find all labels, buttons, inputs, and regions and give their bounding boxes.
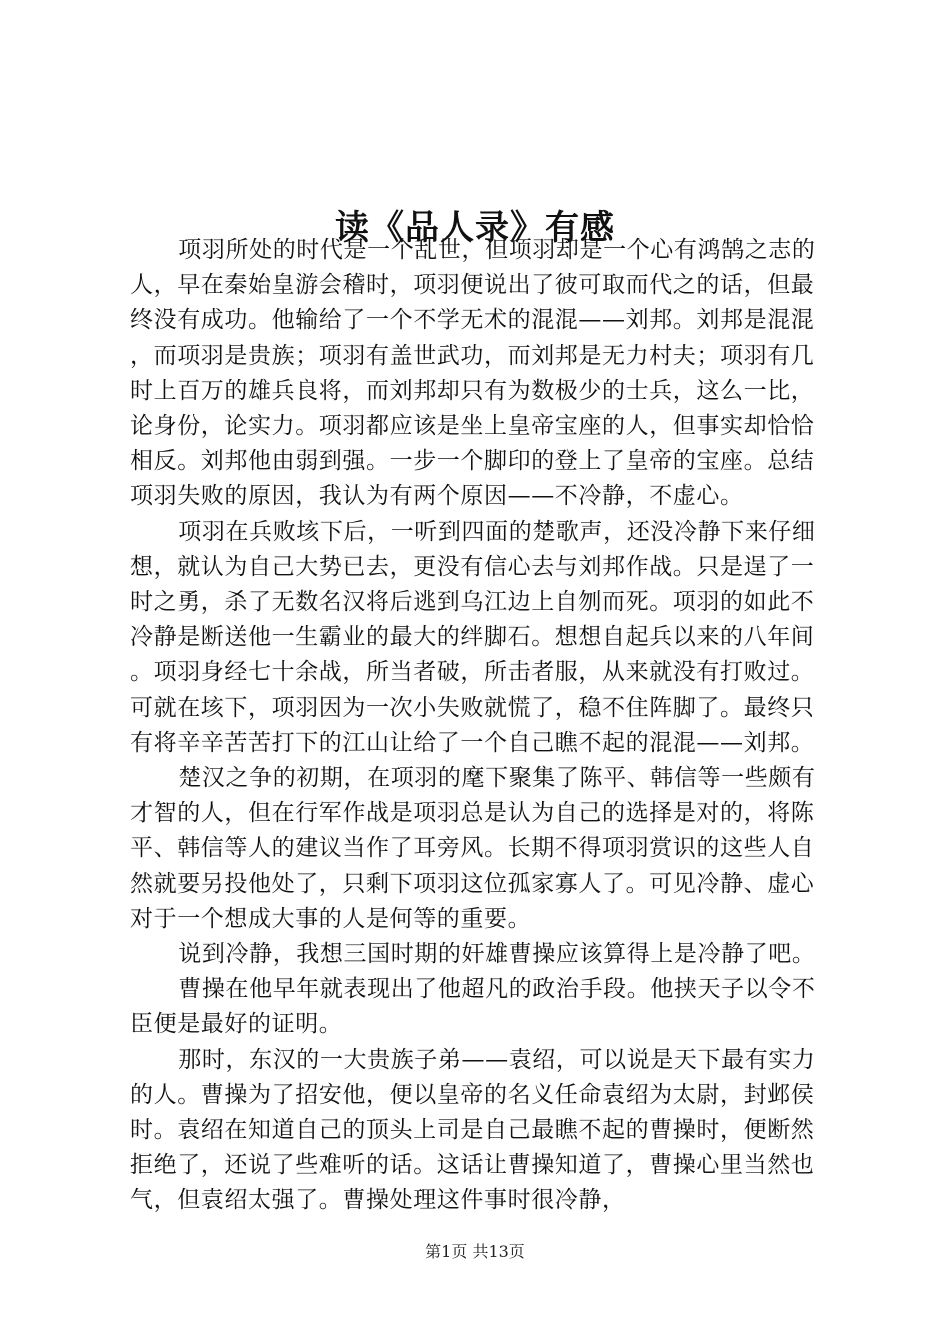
document-body bbox=[130, 233, 832, 1219]
paragraph: 说到冷静，我想三国时期的奸雄曹操应该算得上是冷静了吧。 bbox=[178, 941, 816, 968]
paragraph: 曹操在他早年就表现出了他超凡的政治手段。他挟天子以令不臣便是最好的证明。 bbox=[130, 976, 816, 1038]
page-footer: 第1页 共13页 bbox=[425, 1242, 525, 1261]
paragraph: 楚汉之争的初期，在项羽的麾下聚集了陈平、韩信等一些颇有才智的人，但在行军作战是项羽总是认为自己的选择是对的，将陈平、韩信等人的建议当作了耳旁风。长期不得项羽赏识的这些人自然就要另投他处了，只剩下项羽这位孤家寡人了。可见冷静、虚心对于一个想成大事的人是何等的重要。 bbox=[130, 765, 816, 932]
paragraph: 项羽在兵败垓下后，一听到四面的楚歌声，还没冷静下来仔细想，就认为自己大势已去，更没有信心去与刘邦作战。只是逞了一时之勇，杀了无数名汉将后逃到乌江边上自刎而死。项羽的如此不冷静是断送他一生霸业的最大的绊脚石。想想自起兵以来的八年间。项羽身经七十余战，所当者破，所击者服，从来就没有打败过。可就在垓下，项羽因为一次小失败就慌了，稳不住阵脚了。最终只有将辛辛苦苦打下的江山让给了一个自己瞧不起的混混——刘邦。 bbox=[130, 518, 816, 756]
document-title: 读《品人录》有感 bbox=[335, 207, 615, 248]
paragraph: 项羽所处的时代是一个乱世，但项羽却是一个心有鸿鹄之志的人，早在秦始皇游会稽时，项羽便说出了彼可取而代之的话，但最终没有成功。他输给了一个不学无术的混混——刘邦。刘邦是混混，而项羽是贵族；项羽有盖世武功，而刘邦是无力村夫；项羽有几时上百万的雄兵良将，而刘邦却只有为数极少的士兵，这么一比，论身份，论实力。项羽都应该是坐上皇帝宝座的人，但事实却恰恰相反。刘邦他由弱到强。一步一个脚印的登上了皇帝的宝座。总结项羽失败的原因，我认为有两个原因——不冷静，不虚心。 bbox=[130, 237, 816, 510]
paragraph: 那时，东汉的一大贵族子弟——袁绍，可以说是天下最有实力的人。曹操为了招安他，便以皇帝的名义任命袁绍为太尉，封邺侯时。袁绍在知道自己的顶头上司是自己最瞧不起的曹操时，便断然拒绝了，还说了些难听的话。这话让曹操知道了，曹操心里当然也气，但袁绍太强了。曹操处理这件事时很冷静， bbox=[130, 1046, 816, 1214]
